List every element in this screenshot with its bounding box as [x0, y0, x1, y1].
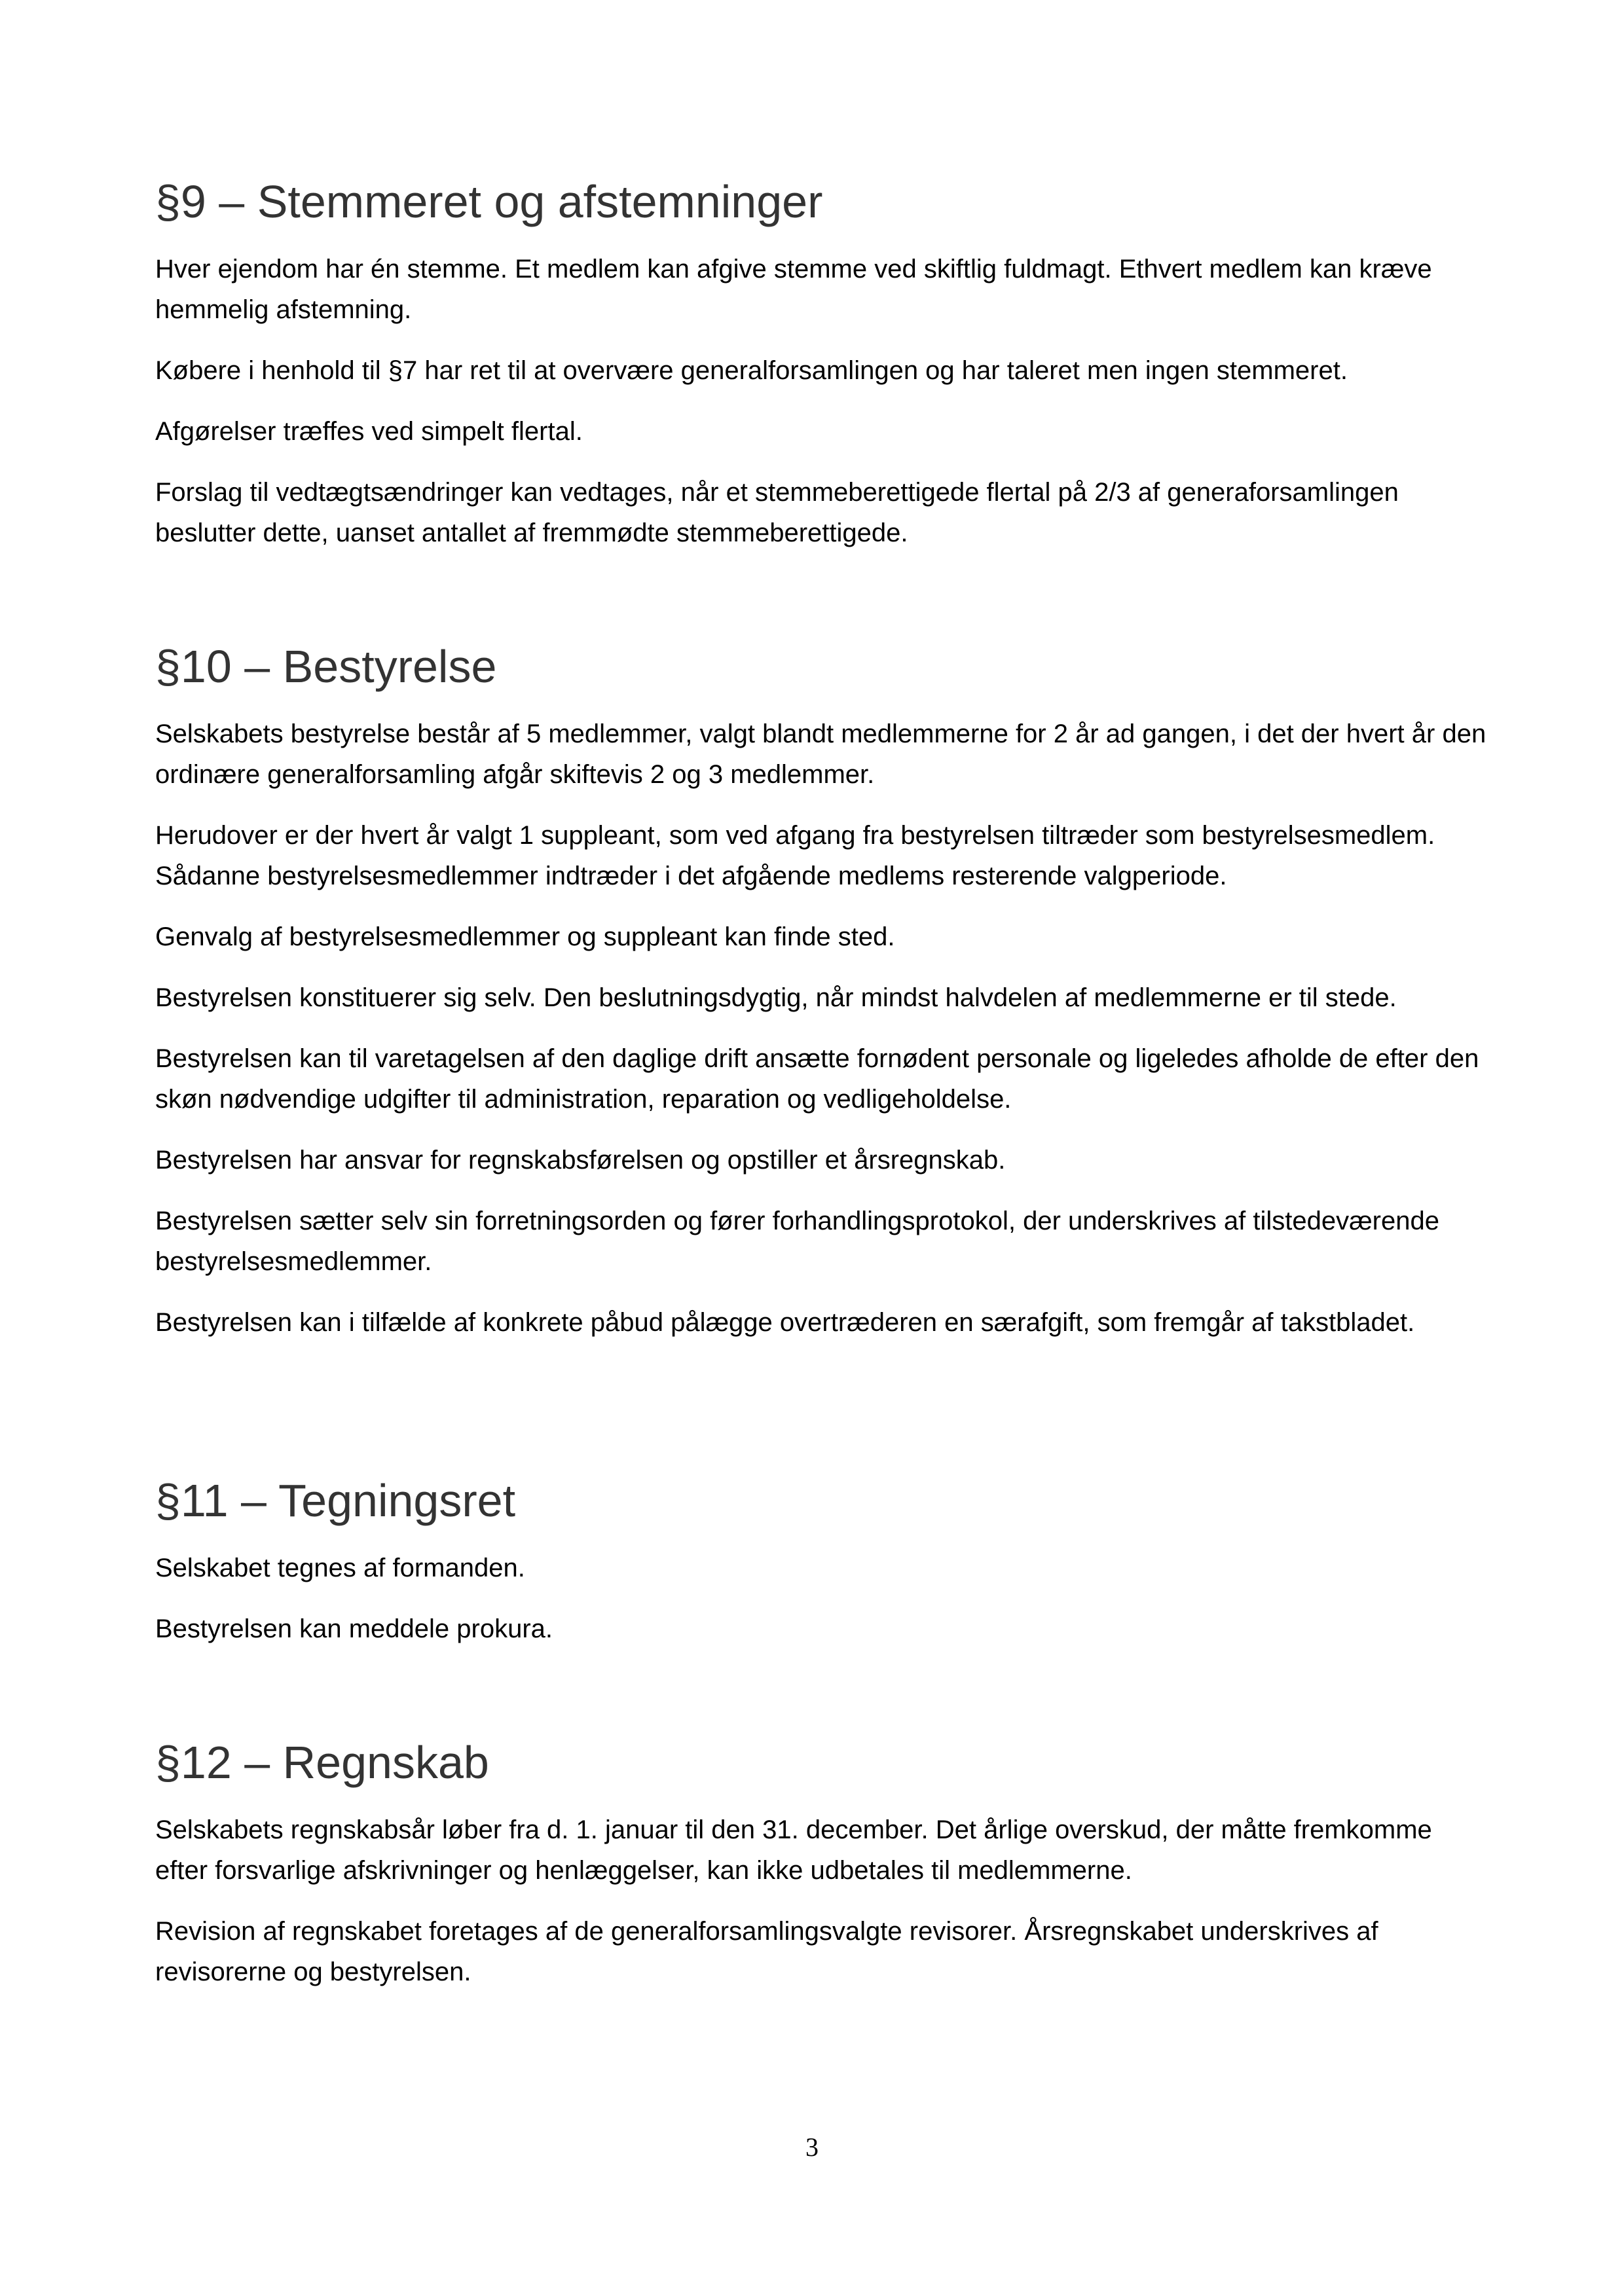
- section-stemmeret: [155, 174, 1491, 574]
- section-paragraph: Bestyrelsen konstituerer sig selv. Den beslutningsdygtig, når mindst halvdelen af medlemmerne er til stede.: [155, 983, 1397, 1012]
- section-paragraph: Bestyrelsen kan meddele prokura.: [155, 1614, 553, 1643]
- section-paragraph: Afgørelser træffes ved simpelt flertal.: [155, 417, 583, 446]
- section-paragraph: Forslag til vedtægtsændringer kan vedtages, når et stemmeberettigede flertal på 2/3 af generaforsamlingen beslutter dette, uanset antallet af fremmødte stemmeberettigede.: [155, 478, 1399, 547]
- section-paragraph: Bestyrelsen har ansvar for regnskabsførelsen og opstiller et årsregnskab.: [155, 1146, 1006, 1175]
- section-paragraph: Bestyrelsen sætter selv sin forretningsorden og fører forhandlingsprotokol, der underskrives af tilstedeværende bestyrelsesmedlemmer.: [155, 1207, 1439, 1276]
- section-paragraph: Selskabets regnskabsår løber fra d. 1. januar til den 31. december. Det årlige overskud, der måtte fremkomme efter forsvarlige afskrivninger og henlæggelser, kan ikke udbetales til medlemmerne.: [155, 1815, 1432, 1885]
- section-paragraph: Bestyrelsen kan i tilfælde af konkrete påbud pålægge overtræderen en særafgift, som fremgår af takstbladet.: [155, 1308, 1415, 1337]
- section-heading: §10 – Bestyrelse: [155, 641, 497, 692]
- section-paragraph: Købere i henhold til §7 har ret til at overvære generalforsamlingen og har taleret men ingen stemmeret.: [155, 356, 1348, 385]
- section-paragraph: Selskabet tegnes af formanden.: [155, 1554, 525, 1582]
- section-heading: §11 – Tegningsret: [155, 1475, 516, 1526]
- section-paragraph: Selskabets bestyrelse består af 5 medlemmer, valgt blandt medlemmerne for 2 år ad gangen, i det der hvert år den ordinære generalforsamling afgår skiftevis 2 og 3 medlemmer.: [155, 720, 1486, 789]
- section-tegningsret: [155, 1473, 1491, 1669]
- section-paragraph: Hver ejendom har én stemme. Et medlem kan afgive stemme ved skiftlig fuldmagt. Ethvert medlem kan kræve hemmelig afstemning.: [155, 255, 1432, 324]
- section-heading: §9 – Stemmeret og afstemninger: [155, 176, 823, 227]
- section-regnskab: [155, 1735, 1491, 2013]
- section-bestyrelse: [155, 639, 1491, 1363]
- section-paragraph: Bestyrelsen kan til varetagelsen af den daglige drift ansætte fornødent personale og ligeledes afholde de efter den skøn nødvendige udgifter til administration, reparation og vedligeholdelse.: [155, 1044, 1479, 1114]
- section-paragraph: Herudover er der hvert år valgt 1 suppleant, som ved afgang fra bestyrelsen tiltræder som bestyrelsesmedlem. Sådanne bestyrelsesmedlemmer indtræder i det afgående medlems resterende valgperiode.: [155, 821, 1435, 890]
- section-paragraph: Revision af regnskabet foretages af de generalforsamlingsvalgte revisorer. Årsregnskabet underskrives af revisorerne og bestyrelsen.: [155, 1917, 1378, 1986]
- section-paragraph: Genvalg af bestyrelsesmedlemmer og suppleant kan finde sted.: [155, 922, 895, 951]
- page-number: 3: [805, 2132, 819, 2162]
- section-heading: §12 – Regnskab: [155, 1737, 489, 1788]
